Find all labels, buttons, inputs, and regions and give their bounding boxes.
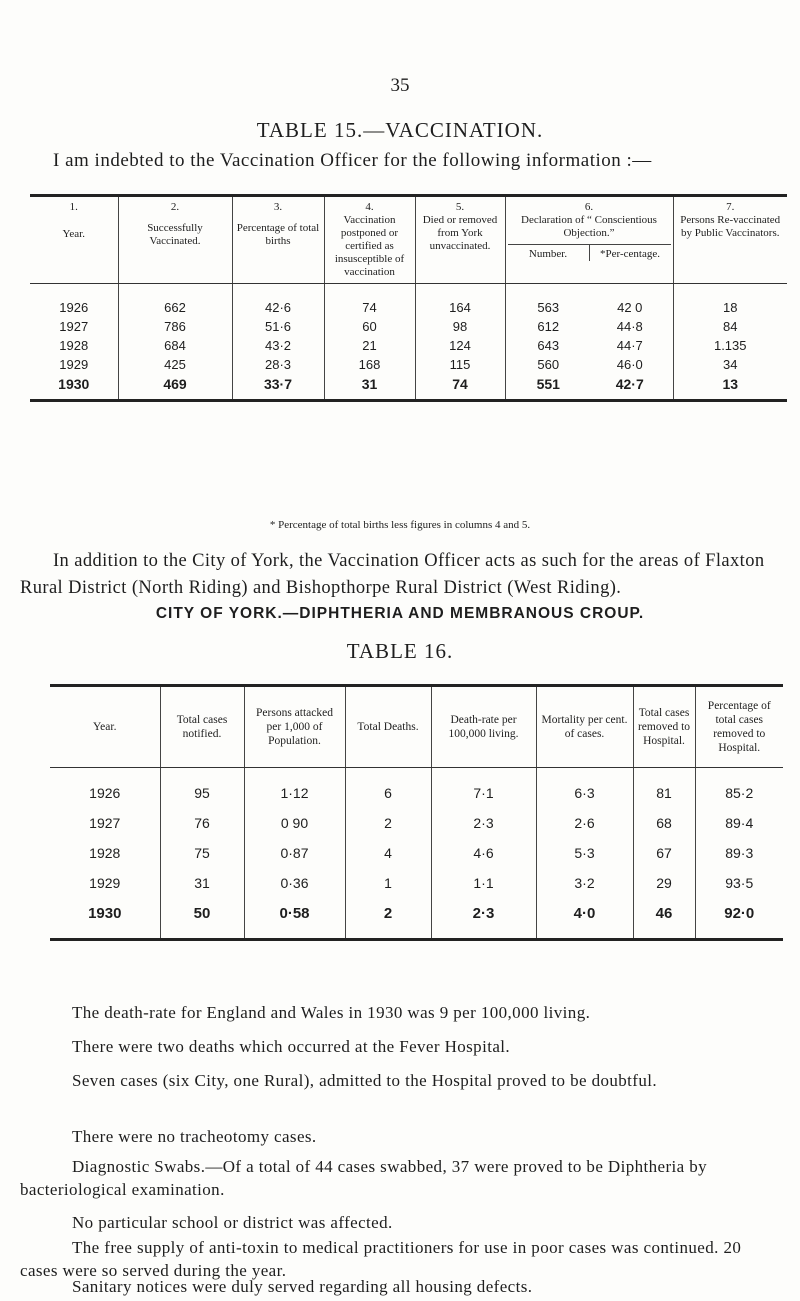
cell-objection-pct: 44·8 xyxy=(616,319,643,334)
cell-objection xyxy=(505,355,673,374)
table15-footnote: * Percentage of total births less figures in columns 4 and 5. xyxy=(269,519,531,531)
cell-notified: 76 xyxy=(160,808,244,838)
cell-died-removed: 164 xyxy=(415,284,505,318)
cell-pct-births: 42·6 xyxy=(232,284,324,318)
cell-postponed: 21 xyxy=(324,336,415,355)
cell-revaccinated: 34 xyxy=(723,357,738,372)
header-mortality: Mortality per cent. of cases. xyxy=(536,686,633,768)
header-died-removed: 5. Died or removed from York unvaccinated. xyxy=(415,196,505,284)
header-objection: 6. Declaration of “ Conscientious Objection.” Number. *Per-centage. xyxy=(505,196,673,284)
cell-objection-number: 563 xyxy=(537,300,560,315)
cell-year: 1926 xyxy=(50,768,160,809)
cell-death-rate: 4·6 xyxy=(431,838,536,868)
cell-deaths: 2 xyxy=(345,898,431,940)
header-vaccinated: 2. Successfully Vaccinated. xyxy=(118,196,232,284)
header-pct-births: 3. Percentage of total births xyxy=(232,196,324,284)
cell-attacked: 0 90 xyxy=(244,808,345,838)
cell-pct-removed: 93·5 xyxy=(725,875,754,891)
cell-attacked: 0·36 xyxy=(244,868,345,898)
cell-objection xyxy=(505,374,673,401)
cell-objection-pct: 42·7 xyxy=(615,375,644,392)
cell-vaccinated: 786 xyxy=(118,317,232,336)
cell-removed: 46 xyxy=(633,898,695,940)
cell-objection-number: 551 xyxy=(536,375,560,392)
cell-death-rate: 1·1 xyxy=(431,868,536,898)
cell-pct-births: 28·3 xyxy=(232,355,324,374)
cell-mortality: 5·3 xyxy=(536,838,633,868)
page-number: 35 xyxy=(390,75,410,96)
cell-notified: 50 xyxy=(160,898,244,940)
table-row xyxy=(50,838,783,868)
cell-year: 1928 xyxy=(30,336,118,355)
table-row xyxy=(50,768,783,809)
table-row xyxy=(50,868,783,898)
header-year: 1. Year. xyxy=(30,196,118,284)
cell-year: 1929 xyxy=(30,355,118,374)
header-attacked: Persons attacked per 1,000 of Population. xyxy=(244,686,345,768)
paragraph-antitoxin: The free supply of anti-toxin to medical practitioners for use in poor cases was continued. 20 cases were so served during the year. xyxy=(20,1238,742,1280)
cell-revaccinated: 13 xyxy=(722,375,739,392)
cell-objection-number: 643 xyxy=(537,338,560,353)
paragraph-doubtful: Seven cases (six City, one Rural), admitted to the Hospital proved to be doubtful. xyxy=(72,1071,658,1090)
cell-objection xyxy=(505,317,673,336)
cell-pct-removed: 89·3 xyxy=(725,845,754,861)
cell-removed: 68 xyxy=(633,808,695,838)
table-row xyxy=(30,317,787,336)
cell-deaths: 2 xyxy=(345,808,431,838)
cell-postponed: 31 xyxy=(324,374,415,401)
header-revaccinated: 7. Persons Re-vaccinated by Public Vaccinators. xyxy=(673,196,787,284)
header-deaths: Total Deaths. xyxy=(345,686,431,768)
table-row xyxy=(30,284,787,318)
paragraph-school: No particular school or district was affected. xyxy=(72,1213,393,1232)
header-objection-pct: *Per-centage. xyxy=(600,248,660,260)
header-year: Year. xyxy=(50,686,160,768)
table-row xyxy=(30,355,787,374)
cell-year: 1927 xyxy=(50,808,160,838)
cell-died-removed: 115 xyxy=(415,355,505,374)
cell-notified: 95 xyxy=(160,768,244,809)
paragraph-deaths: There were two deaths which occurred at the Fever Hospital. xyxy=(72,1037,511,1056)
cell-death-rate: 2·3 xyxy=(431,808,536,838)
cell-removed: 81 xyxy=(633,768,695,809)
cell-year: 1929 xyxy=(50,868,160,898)
header-removed: Total cases removed to Hospital. xyxy=(633,686,695,768)
table-row xyxy=(50,808,783,838)
cell-deaths: 4 xyxy=(345,838,431,868)
table-row xyxy=(50,898,783,940)
paragraph-swabs: Diagnostic Swabs.—Of a total of 44 cases swabbed, 37 were proved to be Diphtheria by bacteriological examination. xyxy=(20,1157,708,1199)
diphtheria-table xyxy=(50,684,783,941)
paragraph-sanitary: Sanitary notices were duly served regarding all housing defects. xyxy=(72,1277,533,1296)
table-row xyxy=(30,336,787,355)
cell-objection-pct: 42 0 xyxy=(617,300,643,315)
cell-revaccinated: 18 xyxy=(723,300,738,315)
cell-objection-pct: 46·0 xyxy=(616,357,643,372)
cell-year: 1930 xyxy=(30,374,118,401)
cell-died-removed: 74 xyxy=(415,374,505,401)
cell-objection xyxy=(505,284,673,318)
vaccination-table xyxy=(30,194,787,402)
cell-mortality: 3·2 xyxy=(536,868,633,898)
cell-deaths: 6 xyxy=(345,768,431,809)
cell-mortality: 4·0 xyxy=(536,898,633,940)
cell-objection-pct: 44·7 xyxy=(616,338,643,353)
cell-death-rate: 2·3 xyxy=(431,898,536,940)
cell-mortality: 2·6 xyxy=(536,808,633,838)
cell-year: 1927 xyxy=(30,317,118,336)
cell-attacked: 1·12 xyxy=(244,768,345,809)
cell-year: 1928 xyxy=(50,838,160,868)
table-row xyxy=(30,374,787,401)
table15-title: TABLE 15.—VACCINATION. xyxy=(256,118,544,142)
paragraph-tracheotomy: There were no tracheotomy cases. xyxy=(72,1127,317,1146)
table15-intro: I am indebted to the Vaccination Officer for the following information :— xyxy=(53,150,652,171)
cell-mortality: 6·3 xyxy=(536,768,633,809)
cell-year: 1930 xyxy=(50,898,160,940)
diphtheria-heading: CITY OF YORK.—DIPHTHERIA AND MEMBRANOUS CROUP. xyxy=(155,605,645,622)
cell-removed: 29 xyxy=(633,868,695,898)
cell-removed: 67 xyxy=(633,838,695,868)
header-pct-removed: Percentage of total cases removed to Hospital. xyxy=(695,686,783,768)
cell-postponed: 60 xyxy=(324,317,415,336)
cell-death-rate: 7·1 xyxy=(431,768,536,809)
header-death-rate: Death-rate per 100,000 living. xyxy=(431,686,536,768)
header-objection-number: Number. xyxy=(508,245,590,261)
cell-pct-removed: 85·2 xyxy=(725,785,754,801)
paragraph-addition: In addition to the City of York, the Vaccination Officer acts as such for the areas of Flaxton Rural District (North Riding) and Bishopthorpe Rural District (West Riding). xyxy=(20,551,765,598)
header-notified: Total cases notified. xyxy=(160,686,244,768)
cell-attacked: 0·58 xyxy=(244,898,345,940)
cell-vaccinated: 425 xyxy=(118,355,232,374)
cell-vaccinated: 469 xyxy=(118,374,232,401)
cell-deaths: 1 xyxy=(345,868,431,898)
cell-vaccinated: 684 xyxy=(118,336,232,355)
cell-died-removed: 124 xyxy=(415,336,505,355)
cell-postponed: 74 xyxy=(324,284,415,318)
cell-notified: 75 xyxy=(160,838,244,868)
cell-notified: 31 xyxy=(160,868,244,898)
cell-pct-births: 51·6 xyxy=(232,317,324,336)
cell-revaccinated: 1.135 xyxy=(713,338,747,353)
cell-pct-removed: 89·4 xyxy=(725,815,754,831)
table16-title: TABLE 16. xyxy=(346,639,454,663)
cell-attacked: 0·87 xyxy=(244,838,345,868)
cell-pct-births: 33·7 xyxy=(232,374,324,401)
header-postponed: 4. Vaccination postponed or certified as insusceptible of vaccination xyxy=(324,196,415,284)
cell-objection-number: 612 xyxy=(537,319,560,334)
cell-pct-removed: 92·0 xyxy=(724,904,755,922)
cell-postponed: 168 xyxy=(324,355,415,374)
cell-vaccinated: 662 xyxy=(118,284,232,318)
cell-revaccinated: 84 xyxy=(723,319,738,334)
cell-pct-births: 43·2 xyxy=(232,336,324,355)
cell-objection-number: 560 xyxy=(537,357,560,372)
cell-objection xyxy=(505,336,673,355)
cell-year: 1926 xyxy=(30,284,118,318)
paragraph-death-rate: The death-rate for England and Wales in 1930 was 9 per 100,000 living. xyxy=(72,1003,591,1022)
cell-died-removed: 98 xyxy=(415,317,505,336)
